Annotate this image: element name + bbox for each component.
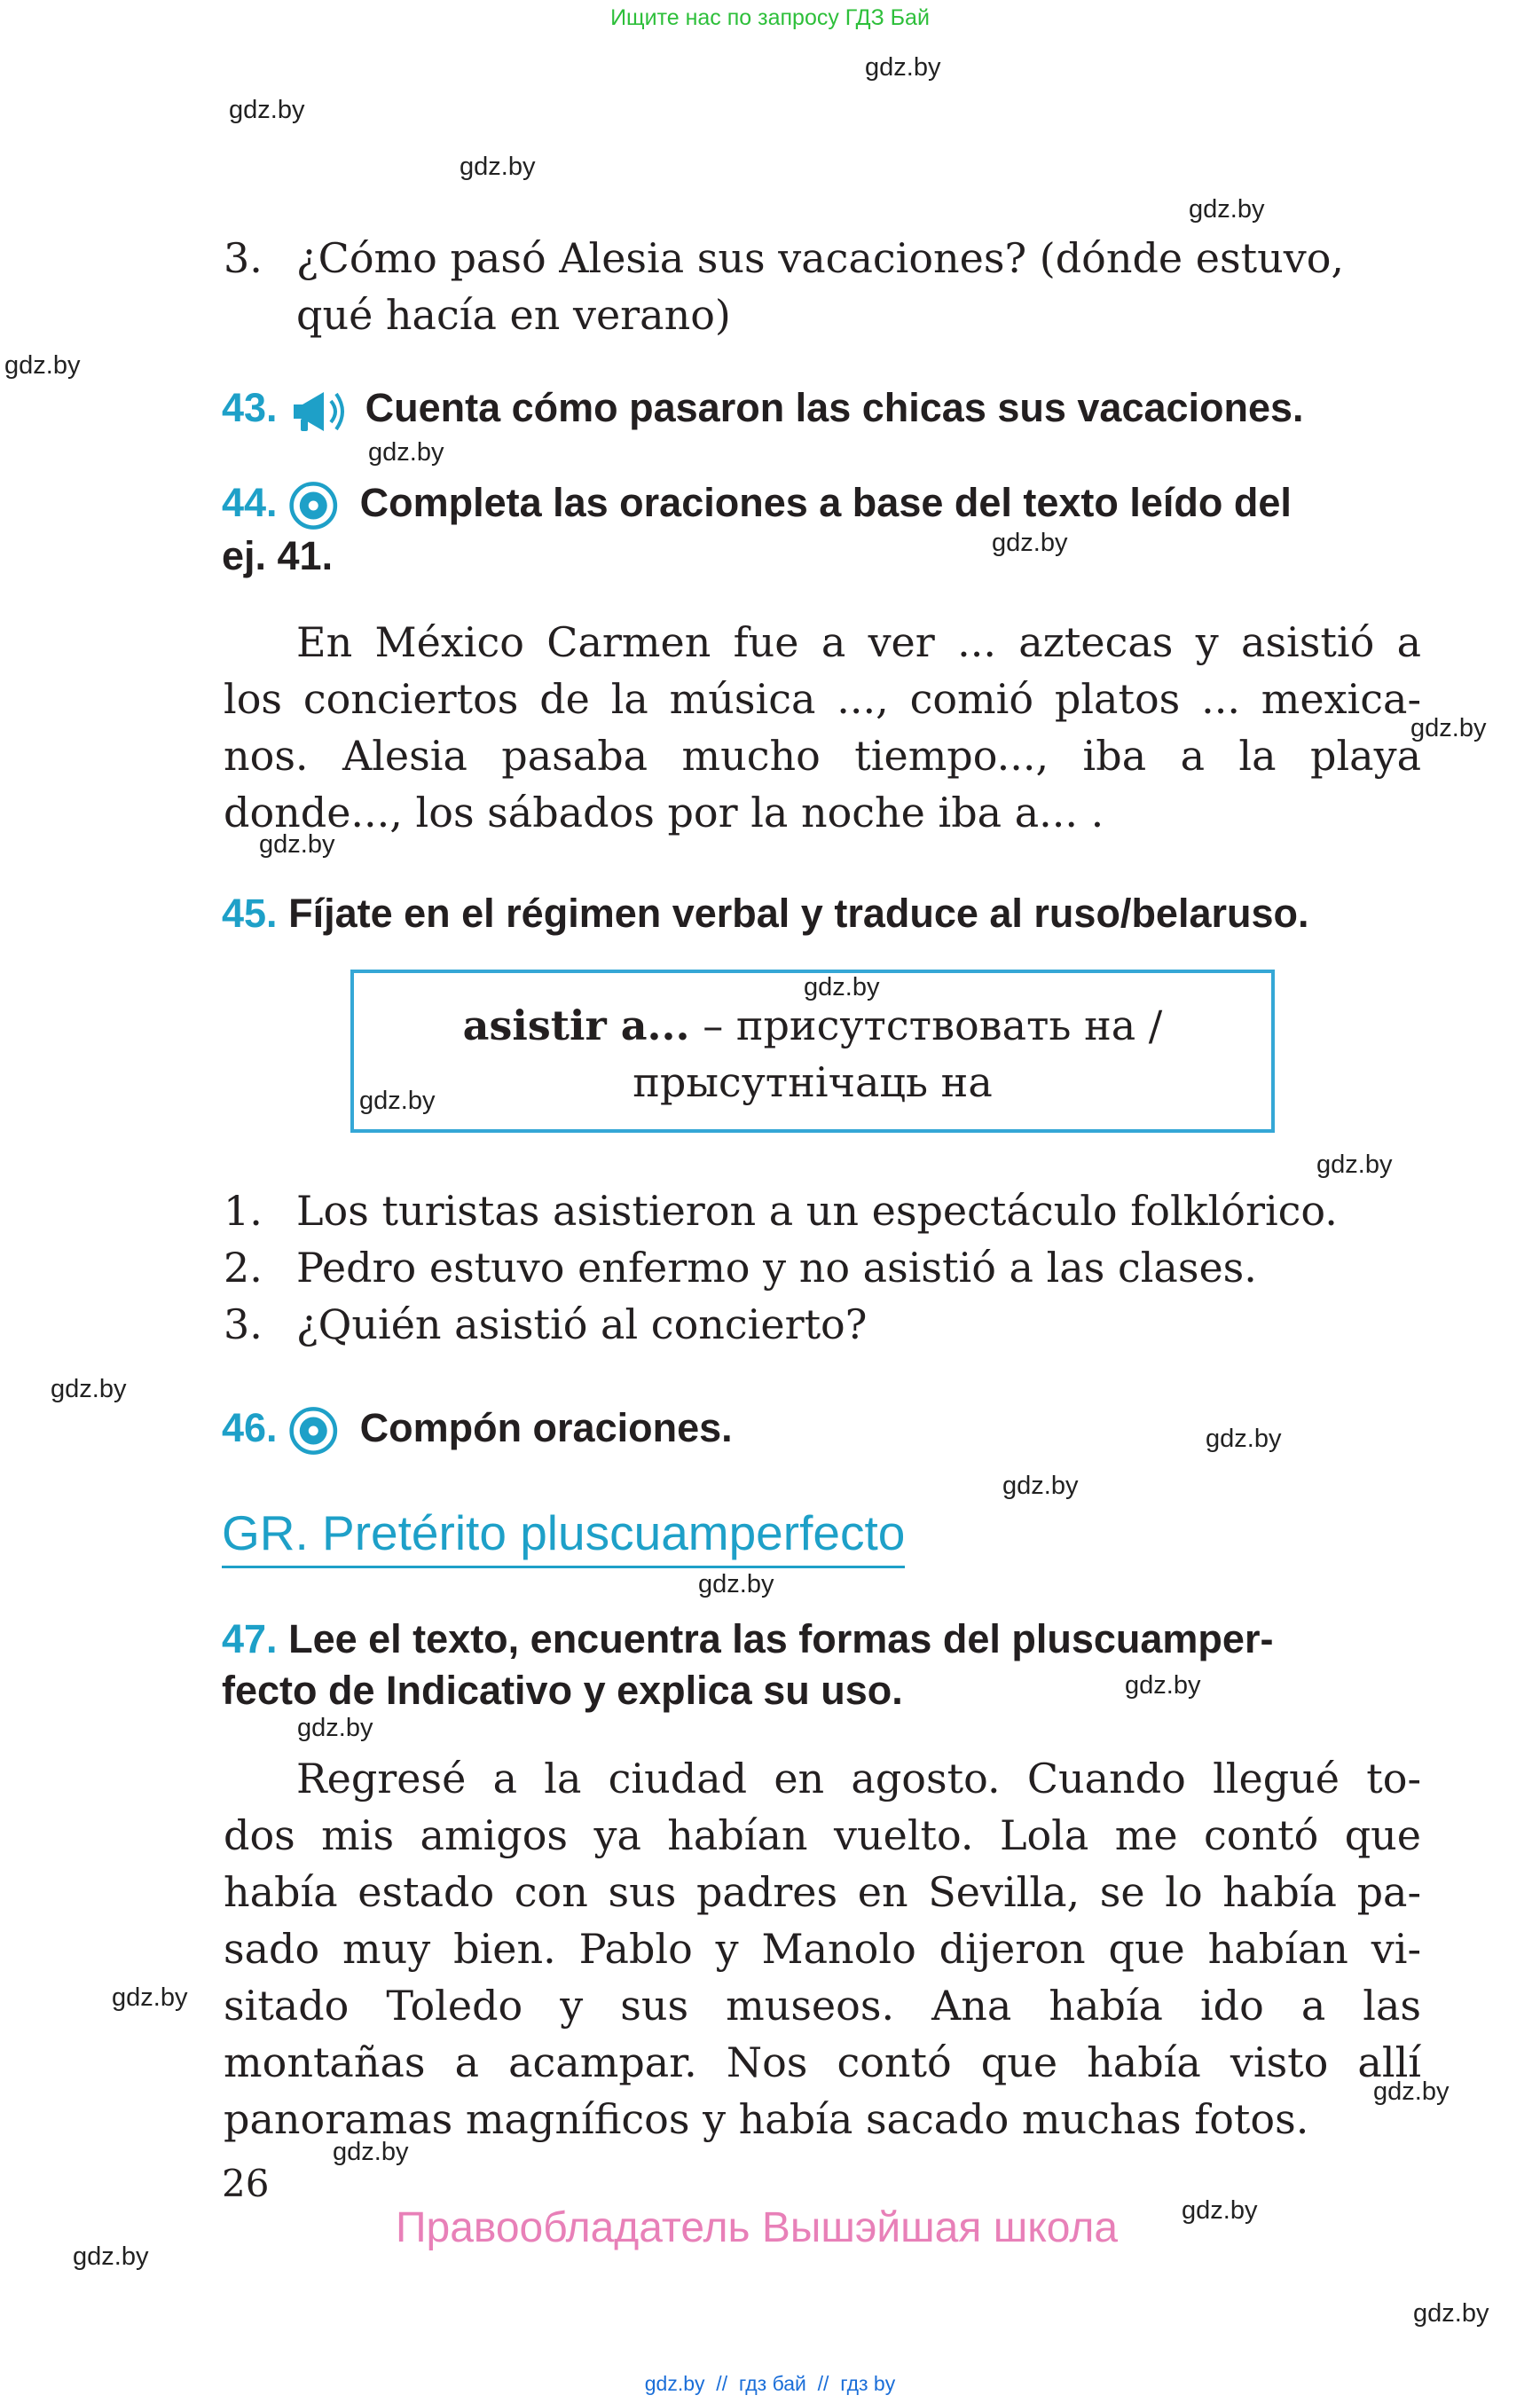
watermark: gdz.by <box>51 1375 127 1403</box>
watermark: gdz.by <box>992 529 1068 557</box>
exercise-text: Lee el texto, encuentra las formas del pluscuamper- <box>288 1616 1274 1661</box>
cd-disc-icon <box>288 478 343 533</box>
exercise-text: Completa las oraciones a base del texto leído del <box>359 480 1292 525</box>
exercise-46 <box>222 1402 733 1458</box>
header-link[interactable]: Ищите нас по запросу ГДЗ Бай <box>610 5 930 30</box>
list-item-number: 1. <box>224 1187 263 1235</box>
watermark: gdz.by <box>865 53 941 82</box>
exercise-44-line-2: ej. 41. <box>222 533 334 578</box>
watermark: gdz.by <box>259 830 335 859</box>
footer-links[interactable]: gdz.by // гдз бай // гдз by <box>644 2372 896 2395</box>
exercise-47-line-2: fecto de Indicativo y explica su uso. <box>222 1668 903 1713</box>
watermark: gdz.by <box>1189 195 1265 224</box>
watermark: gdz.by <box>368 438 444 467</box>
watermark: gdz.by <box>698 1570 774 1598</box>
watermark: gdz.by <box>1410 714 1487 742</box>
ex47-text-line: había estado con sus padres en Sevilla, se lo había pa- <box>224 1868 1421 1916</box>
list-item-text: ¿Quién asistió al concierto? <box>296 1300 868 1348</box>
watermark: gdz.by <box>359 1087 436 1115</box>
watermark: gdz.by <box>1413 2299 1489 2328</box>
exercise-text: Cuenta cómo pasaron las chicas sus vacaciones. <box>365 385 1304 430</box>
ex44-text-line: En México Carmen fue a ver ... aztecas y asistió a <box>296 618 1421 666</box>
watermark: gdz.by <box>229 96 305 124</box>
exercise-45 <box>222 887 1309 940</box>
list-item-number: 3. <box>224 1300 263 1348</box>
exercise-text: Fíjate en el régimen verbal y traduce al ruso/belaruso. <box>288 891 1309 936</box>
exercise-number: 43. <box>222 385 278 430</box>
watermark: gdz.by <box>1002 1472 1079 1500</box>
watermark: gdz.by <box>1206 1425 1282 1453</box>
rule-box-term: asistir a... <box>462 1001 690 1049</box>
exercise-43 <box>222 381 1304 438</box>
ex44-text-line: donde..., los sábados por la noche iba a... . <box>224 789 1104 836</box>
list-item-text: Pedro estuvo enfermo y no asistió a las clases. <box>296 1244 1257 1292</box>
rule-box-line-2: прысутнічаць на <box>632 1058 993 1106</box>
watermark: gdz.by <box>333 2138 409 2166</box>
ex44-text-line: nos. Alesia pasaba mucho tiempo..., iba a la playa <box>224 732 1421 780</box>
watermark: gdz.by <box>297 1714 373 1742</box>
watermark: gdz.by <box>112 1983 188 2012</box>
rule-box-translation: – присутствовать на / <box>689 1001 1163 1049</box>
watermark: gdz.by <box>73 2242 149 2271</box>
exercise-number: 47. <box>222 1616 278 1661</box>
section-title: GR. Pretérito pluscuamperfecto <box>222 1502 905 1568</box>
ex47-text-line: sitado Toledo y sus museos. Ana había ido a las <box>224 1982 1421 2030</box>
watermark: gdz.by <box>1373 2077 1450 2106</box>
list-item-text: Los turistas asistieron a un espectáculo folklórico. <box>296 1187 1338 1235</box>
page-number: 26 <box>222 2162 270 2205</box>
exercise-number: 46. <box>222 1405 278 1450</box>
watermark: gdz.by <box>1182 2196 1258 2225</box>
prev-question-line-2: qué hacía en verano) <box>296 291 731 339</box>
watermark: gdz.by <box>804 973 880 1001</box>
ex47-text-line: Regresé a la ciudad en agosto. Cuando llegué to- <box>296 1755 1421 1802</box>
exercise-text: Compón oraciones. <box>359 1405 733 1450</box>
watermark: gdz.by <box>1316 1150 1393 1179</box>
watermark: gdz.by <box>4 351 81 380</box>
exercise-44 <box>222 476 1292 533</box>
rule-box-line-1 <box>350 997 1275 1054</box>
ex47-text-line: dos mis amigos ya habían vuelto. Lola me contó que <box>224 1811 1421 1859</box>
ex47-text-line: montañas a acampar. Nos contó que había visto allí <box>224 2038 1421 2086</box>
prev-question <box>224 230 1430 345</box>
exercise-47 <box>222 1613 1273 1666</box>
prev-question-number: 3. <box>224 234 263 282</box>
megaphone-icon <box>288 383 349 438</box>
exercise-number: 45. <box>222 891 278 936</box>
copyright-notice: Правообладатель Вышэйшая школа <box>396 2204 1119 2251</box>
watermark: gdz.by <box>460 153 536 181</box>
exercise-number: 44. <box>222 480 278 525</box>
prev-question-line-1: ¿Cómo pasó Alesia sus vacaciones? (dónde estuvo, <box>296 234 1345 282</box>
ex44-text-line: los conciertos de la música ..., comió platos ... mexica- <box>224 675 1421 723</box>
cd-disc-icon <box>288 1403 343 1458</box>
list-item-number: 2. <box>224 1244 263 1292</box>
ex47-text-line: sado muy bien. Pablo y Manolo dijeron que habían vi- <box>224 1925 1421 1973</box>
watermark: gdz.by <box>1125 1671 1201 1700</box>
ex47-text-line: panoramas magníficos y había sacado muchas fotos. <box>224 2095 1309 2143</box>
